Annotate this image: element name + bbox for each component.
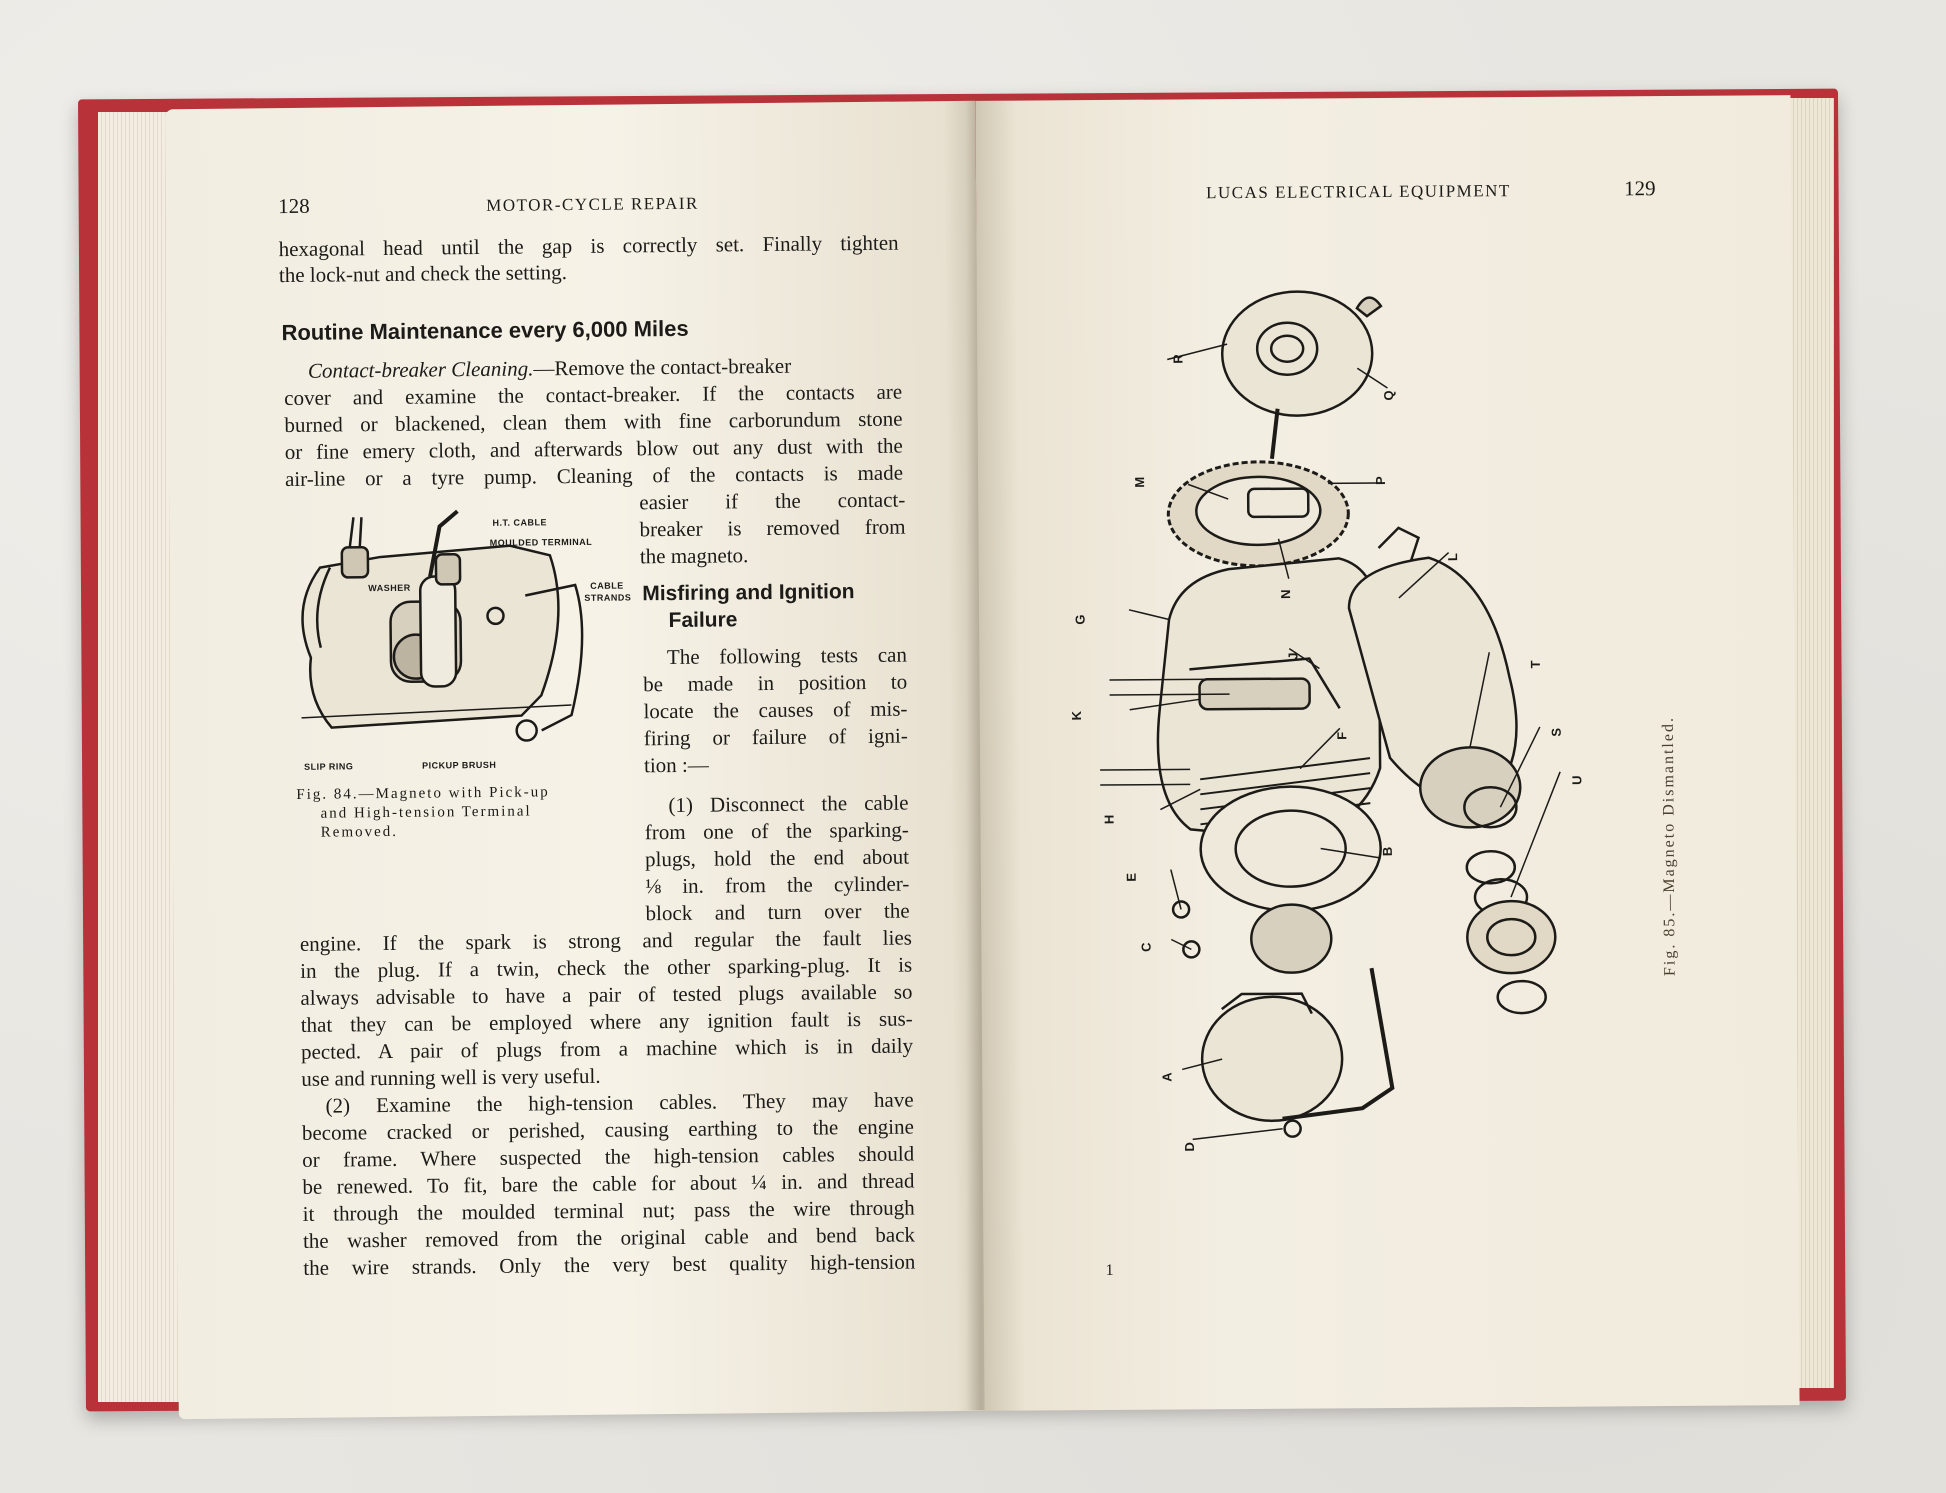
page-footer-mark: 1 [1105,1261,1114,1279]
label-cable: CABLE [590,580,624,591]
fig84-caption-line-3: Removed. [320,823,399,841]
side-line-b9: ⅛ in. from the cylinder- [645,871,910,899]
label-ht-cable: H.T. CABLE [492,517,548,528]
bottom-line-7: (2) Examine the high-tension cables. They may have [325,1087,914,1118]
section-heading: Routine Maintenance every 6,000 Miles [281,315,689,346]
part-label-h: H [1101,814,1117,825]
fig84-caption-line-1: Fig. 84.—Magneto with Pick-up [296,784,550,803]
side-line-a3: the magneto. [639,543,749,569]
figure-85-magneto-dismantled [1046,246,1613,1300]
bottom-line-12: the washer removed from the original cable and bend back [302,1222,916,1253]
part-label-d: D [1181,1142,1197,1152]
bottom-line-4: that they can be employed where any ignition fault is sus- [300,1006,913,1037]
part-label-e: E [1123,872,1139,882]
subheading-line-1: Misfiring and Ignition [642,580,855,606]
bottom-line-13: the wire strands. Only the very best quality high-tension [303,1249,916,1280]
side-line-b6: (1) Disconnect the cable [668,790,909,818]
bottom-line-9: or frame. Where suspected the high-tension cables should [302,1141,915,1172]
para1-line-5: air-line or a tyre pump. Cleaning of the contacts is made [284,460,904,492]
right-page-number: 129 [1623,176,1656,201]
side-line-b7: from one of the sparking- [644,817,909,845]
bottom-line-5: pected. A pair of plugs from a machine which is in daily [300,1033,914,1064]
bottom-line-2: in the plug. If a twin, check the other sparking-plug. It is [300,952,913,983]
para1-line-1-text: —Remove the contact-breaker [533,353,792,381]
part-label-s: S [1548,727,1564,737]
part-label-f: F [1334,731,1350,740]
left-running-head: MOTOR-CYCLE REPAIR [486,193,699,215]
left-page-number: 128 [278,193,310,219]
part-label-n: N [1278,589,1294,599]
side-line-b10: block and turn over the [645,898,910,926]
part-label-m: M [1131,476,1148,488]
side-line-a2: breaker is removed from [639,514,906,542]
label-moulded-terminal: MOULDED TERMINAL [489,536,593,548]
part-label-g: G [1072,614,1088,625]
intro-line-2: the lock-nut and check the setting. [278,260,568,288]
label-slip-ring: SLIP RING [304,761,354,772]
bottom-line-3: always advisable to have a pair of tested plugs available so [300,979,913,1010]
bottom-line-10: be renewed. To fit, bare the cable for about ¼ in. and thread [302,1168,915,1199]
side-line-b3: locate the causes of mis- [643,696,908,724]
bottom-line-8: become cracked or perished, causing earthing to the engine [301,1114,914,1145]
intro-line-1: hexagonal head until the gap is correctly set. Finally tighten [278,230,899,262]
label-strands: STRANDS [584,592,632,603]
para1-line-3: burned or blackened, clean them with fine carborundum stone [284,406,903,438]
side-line-b5: tion :— [643,752,709,778]
part-label-l: L [1445,553,1461,562]
para1-italic: Contact-breaker Cleaning. [307,356,534,383]
part-label-a: A [1159,1072,1175,1082]
part-label-b: B [1379,846,1395,857]
side-line-a1: easier if the contact- [639,487,906,515]
right-running-head: LUCAS ELECTRICAL EQUIPMENT [1206,181,1511,203]
side-line-b2: be made in position to [643,669,908,697]
right-page [975,95,1799,1411]
para1-line-2: cover and examine the contact-breaker. If the contacts are [284,379,903,411]
label-washer: WASHER [368,582,411,594]
bottom-line-6: use and running well is very useful. [301,1063,601,1091]
part-label-q: Q [1381,390,1397,401]
part-label-k: K [1068,710,1084,721]
side-line-b4: firing or failure of igni- [643,723,908,751]
left-page [165,101,989,1419]
bottom-line-1: engine. If the spark is strong and regular the fault lies [299,925,913,956]
part-label-r: R [1170,354,1186,364]
part-label-c: C [1138,942,1154,952]
side-line-b8: plugs, hold the end about [644,844,910,872]
bottom-line-11: it through the moulded terminal nut; pass the wire through [302,1195,915,1226]
subheading-line-2: Failure [668,608,738,633]
part-label-p: P [1372,476,1388,485]
fig84-caption-line-2: and High-tension Terminal [320,803,532,822]
para1-line-4: or fine emery cloth, and afterwards blow out any dust with the [284,433,903,465]
side-line-b1: The following tests can [666,642,908,670]
label-pickup-brush: PICKUP BRUSH [421,759,497,771]
part-label-j: J [1285,652,1301,660]
fig85-caption: Fig. 85.—Magneto Dismantled. [1659,715,1679,977]
part-label-t: T [1527,660,1543,669]
part-label-u: U [1569,775,1585,785]
